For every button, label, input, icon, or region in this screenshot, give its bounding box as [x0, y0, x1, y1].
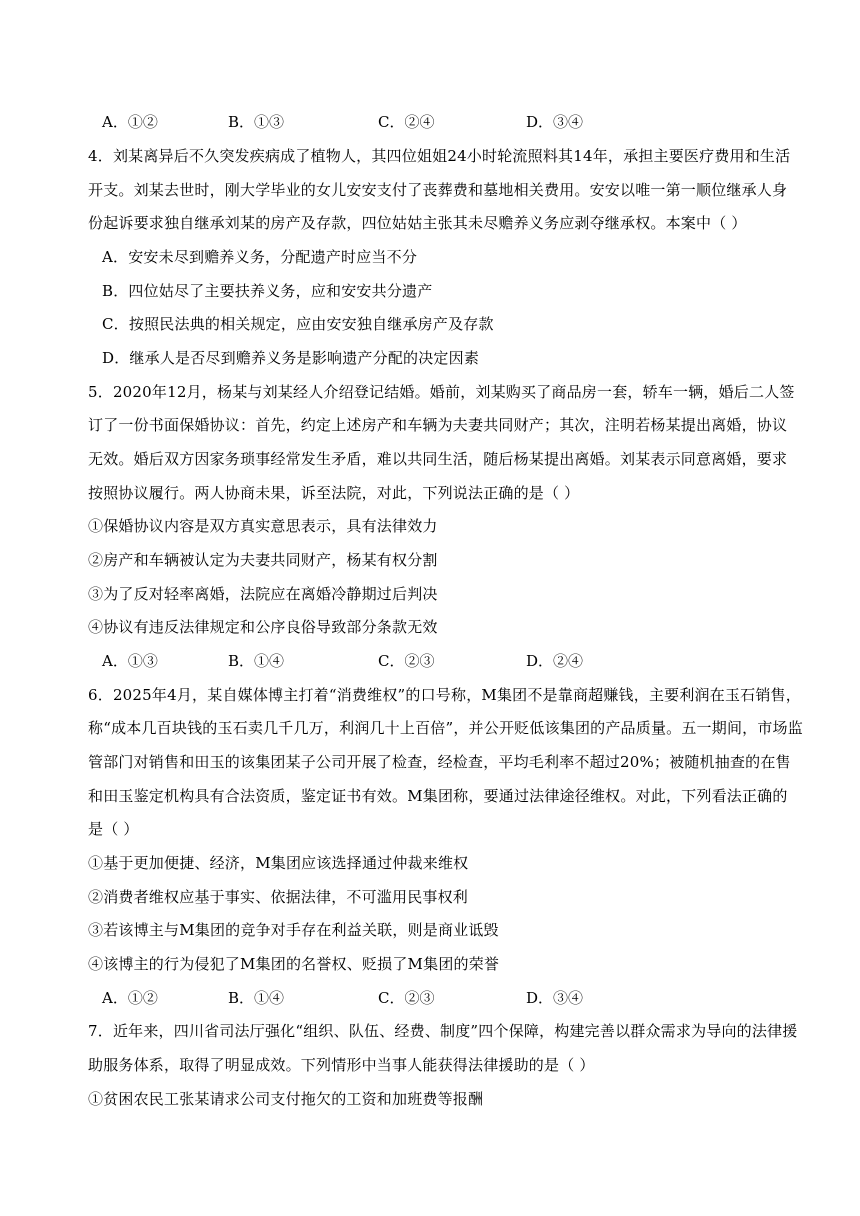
- q6-stem-line-5: 是（ ）: [88, 820, 139, 838]
- q3-options: [102, 112, 702, 132]
- q4-choice-d: D．继承人是否尽到赡养义务是影响遗产分配的决定因素: [102, 349, 480, 367]
- q4-choice-a: A．安安未尽到赡养义务，分配遗产时应当不分: [102, 248, 418, 266]
- q3-option-a: A．①②: [102, 113, 158, 131]
- q6-option-b: B．①④: [228, 989, 285, 1007]
- q6-option-c: C．②③: [378, 989, 435, 1007]
- q4-choice-c: C．按照民法典的相关规定，应由安安独自继承房产及存款: [102, 315, 494, 333]
- q5-option-a: A．①③: [102, 652, 158, 670]
- q6-stem-line-4: 和田玉鉴定机构具有合法资质，鉴定证书有效。M集团称，要通过法律途径维权。对此，下列看法正确的: [88, 787, 788, 805]
- q5-option-d: D．②④: [526, 652, 584, 670]
- q7-stem-line-1: 7．近年来，四川省司法厅强化“组织、队伍、经费、制度”四个保障，构建完善以群众需求为导向的法律援: [88, 1022, 798, 1040]
- q7-item-1: ①贫困农民工张某请求公司支付拖欠的工资和加班费等报酬: [88, 1090, 484, 1108]
- q5-item-4: ④协议有违反法律规定和公序良俗导致部分条款无效: [88, 618, 438, 636]
- q5-item-3: ③为了反对轻率离婚，法院应在离婚冷静期过后判决: [88, 585, 438, 603]
- q5-option-c: C．②③: [378, 652, 435, 670]
- q4-choice-b: B．四位姑尽了主要扶养义务，应和安安共分遗产: [102, 282, 433, 300]
- q5-option-b: B．①④: [228, 652, 285, 670]
- q6-item-2: ②消费者维权应基于事实、依据法律，不可滥用民事权利: [88, 888, 469, 906]
- q5-item-1: ①保婚协议内容是双方真实意思表示，具有法律效力: [88, 517, 438, 535]
- q6-item-1: ①基于更加便捷、经济，M集团应该选择通过仲裁来维权: [88, 854, 469, 872]
- q7-stem-line-2: 助服务体系，取得了明显成效。下列情形中当事人能获得法律援助的是（ ）: [88, 1056, 595, 1074]
- q4-stem-line-1: 4．刘某离异后不久突发疾病成了植物人，其四位姐姐24小时轮流照料其14年，承担主要医疗费用和生活: [88, 147, 791, 165]
- q5-stem-line-4: 按照协议履行。两人协商未果，诉至法院，对此，下列说法正确的是（ ）: [88, 484, 580, 502]
- q6-option-d: D．③④: [526, 989, 584, 1007]
- q4-stem-line-2: 开支。刘某去世时，刚大学毕业的女儿安安支付了丧葬费和墓地相关费用。安安以唯一第一顺位继承人身: [88, 181, 788, 199]
- q6-options: [102, 988, 702, 1008]
- q5-stem-line-2: 订了一份书面保婚协议：首先，约定上述房产和车辆为夫妻共同财产；其次，注明若杨某提出离婚，协议: [88, 416, 788, 434]
- q6-stem-line-3: 管部门对销售和田玉的该集团某子公司开展了检查，经检查，平均毛利率不超过20%；被随机抽查的在售: [88, 753, 791, 771]
- q6-item-4: ④该博主的行为侵犯了M集团的名誉权、贬损了M集团的荣誉: [88, 955, 500, 973]
- q4-stem-line-3: 份起诉要求独自继承刘某的房产及存款，四位姑姑主张其未尽赡养义务应剥夺继承权。本案中（ ）: [88, 214, 747, 232]
- q3-option-c: C．②④: [378, 113, 435, 131]
- q6-option-a: A．①②: [102, 989, 158, 1007]
- q5-stem-line-1: 5．2020年12月，杨某与刘某经人介绍登记结婚。婚前，刘某购买了商品房一套，轿车一辆，婚后二人签: [88, 383, 795, 401]
- q5-stem-line-3: 无效。婚后双方因家务琐事经常发生矛盾，难以共同生活，随后杨某提出离婚。刘某表示同意离婚，要求: [88, 450, 788, 468]
- q6-item-3: ③若该博主与M集团的竞争对手存在利益关联，则是商业诋毁: [88, 921, 499, 939]
- q3-option-d: D．③④: [526, 113, 584, 131]
- q6-stem-line-1: 6．2025年4月，某自媒体博主打着“消费维权”的口号称，M集团不是靠商超赚钱，主要利润在玉石销售，: [88, 686, 801, 704]
- q5-item-2: ②房产和车辆被认定为夫妻共同财产，杨某有权分割: [88, 551, 438, 569]
- q3-option-b: B．①③: [228, 113, 285, 131]
- q5-options: [102, 651, 702, 671]
- q6-stem-line-2: 称“成本几百块钱的玉石卖几千几万，利润几十上百倍”，并公开贬低该集团的产品质量。五一期间，市场监: [88, 719, 803, 737]
